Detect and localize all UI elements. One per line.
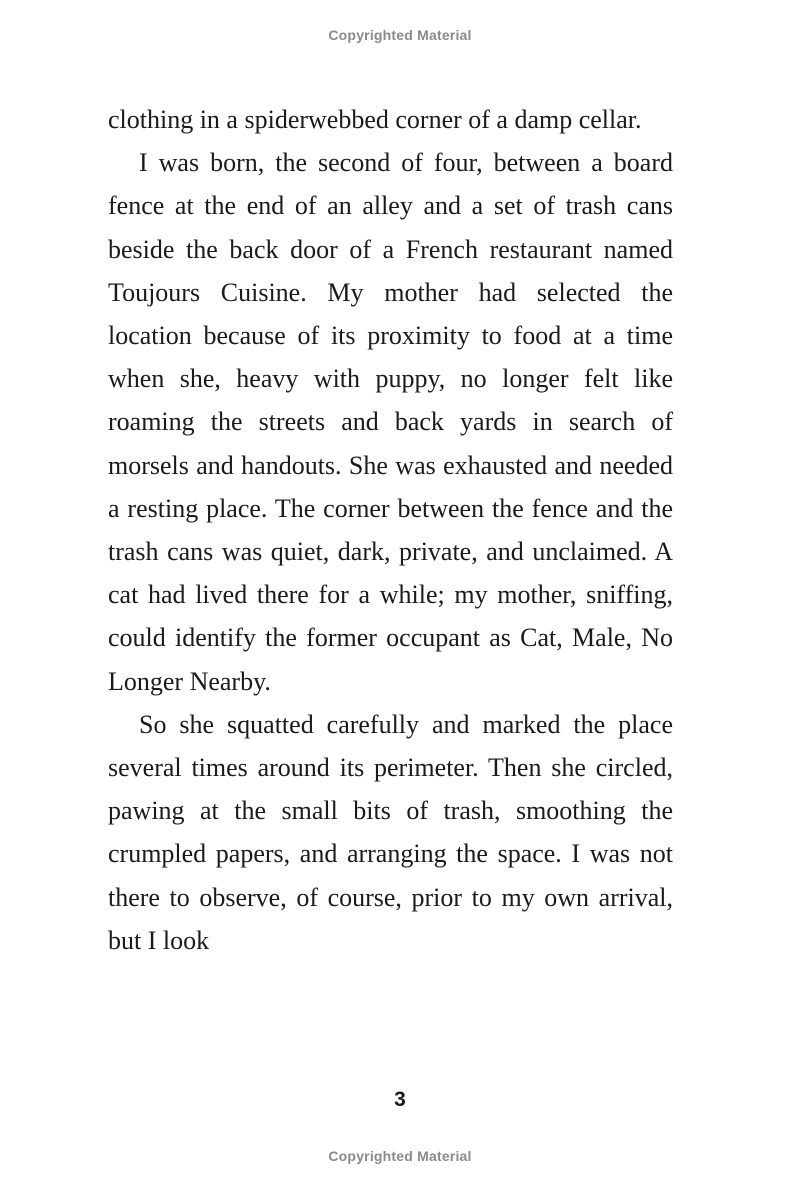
paragraph-birth: I was born, the second of four, between a board fence at the end of an alley and a set of trash cans beside the back door of a French restaurant named Toujours Cuisine. My mother had selected the location because of its proximity to food at a time when she, heavy with puppy, no longer felt like roaming the streets and back yards in search of morsels and handouts. She was exhausted and needed a resting place. The corner between the fence and the trash cans was quiet, dark, private, and unclaimed. A cat had lived there for a while; my mother, sniffing, could identify the former occupant as Cat, Male, No Longer Nearby. xyxy=(108,148,673,696)
page-number: 3 xyxy=(394,1088,406,1111)
paragraph-marking: So she squatted carefully and marked the place several times around its perimeter. Then she circled, pawing at the small bits of trash, smoothing the crumpled papers, and arranging the space. I was not there to observe, of course, prior to my own arrival, but I look xyxy=(108,709,673,955)
copyright-watermark-bottom: Copyrighted Material xyxy=(328,1148,472,1164)
copyright-watermark-top: Copyrighted Material xyxy=(328,27,472,43)
body-text xyxy=(108,98,673,962)
paragraph-continued: clothing in a spiderwebbed corner of a damp cellar. xyxy=(108,105,642,134)
